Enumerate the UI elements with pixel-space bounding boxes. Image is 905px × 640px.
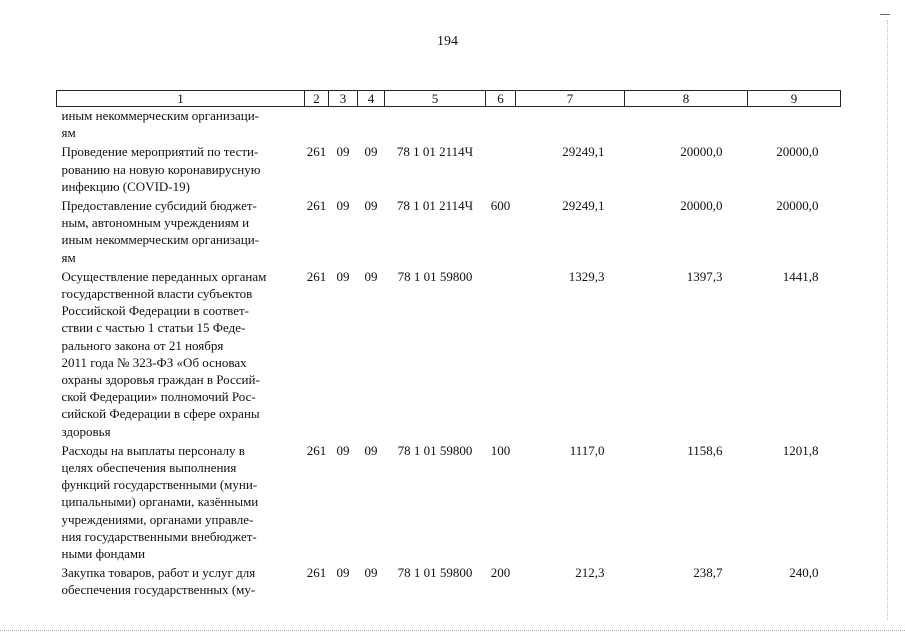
column-header: 5	[385, 91, 486, 107]
cell-value-8: 1158,6	[687, 442, 723, 458]
page-edge-right	[887, 20, 889, 620]
cell-expense-type	[486, 143, 516, 197]
column-header: 3	[329, 91, 358, 107]
cell-value-8: 20000,0	[680, 144, 723, 160]
cell-value-9	[748, 107, 841, 144]
column-header: 4	[358, 91, 385, 107]
cell-expense-type	[486, 268, 516, 442]
name-line: Расходы на выплаты персоналу в	[61, 442, 245, 458]
cell-target: 78 1 01 59800	[397, 565, 473, 581]
name-line: здоровья	[61, 423, 111, 439]
name-line: государственной власти субъектов	[61, 286, 253, 302]
cell-expense-type: 100	[490, 442, 511, 458]
table-header	[57, 91, 841, 107]
cell-subsection	[358, 107, 385, 144]
name-line: ния государственными внебюджет-	[61, 528, 257, 544]
cell-expense-type: 200	[490, 565, 511, 581]
row-name	[57, 442, 305, 564]
cell-code	[305, 107, 329, 144]
column-header: 7	[516, 91, 625, 107]
cell-section	[329, 107, 358, 144]
cell-value-9: 20000,0	[776, 144, 819, 160]
cell-value-7: 29249,1	[562, 198, 605, 214]
row-name	[57, 197, 305, 268]
cell-value-8	[625, 107, 748, 144]
name-line: 2011 года № 323-ФЗ «Об основах	[61, 354, 247, 370]
name-line: Предоставление субсидий бюджет-	[61, 198, 257, 214]
cell-expense-type: 600	[490, 198, 511, 214]
table-row	[57, 107, 841, 144]
column-header: 1	[57, 91, 305, 107]
cell-value-7	[516, 107, 625, 144]
cell-subsection: 09	[364, 144, 378, 160]
row-name	[57, 268, 305, 442]
cell-section: 09	[336, 565, 350, 581]
cell-value-7: 29249,1	[562, 144, 605, 160]
cell-target	[385, 107, 486, 144]
cell-code: 261	[306, 144, 327, 160]
cell-section: 09	[336, 198, 350, 214]
name-line: рального закона от 21 ноября	[61, 337, 224, 353]
name-line: Российской Федерации в соответ-	[61, 303, 249, 319]
name-line: целях обеспечения выполнения	[61, 460, 237, 476]
table-row	[57, 197, 841, 268]
cell-subsection: 09	[364, 565, 378, 581]
name-line: рованию на новую коронавирусную	[61, 161, 261, 177]
name-line: ям	[61, 249, 76, 265]
name-line: ям	[61, 125, 76, 141]
cell-subsection: 09	[364, 268, 378, 284]
cell-value-9: 1441,8	[782, 268, 819, 284]
cell-code: 261	[306, 565, 327, 581]
name-line: иным некоммерческим организаци-	[61, 108, 259, 123]
name-line: ным, автономным учреждениям и	[61, 215, 250, 231]
cell-value-8: 1397,3	[686, 268, 723, 284]
cell-target: 78 1 01 59800	[397, 442, 473, 458]
cell-target: 78 1 01 59800	[397, 268, 473, 284]
name-line: обеспечения государственных (му-	[61, 582, 256, 598]
name-line: функций государственными (муни-	[61, 477, 258, 493]
cell-target: 78 1 01 2114Ч	[396, 144, 474, 160]
name-line: учреждениями, органами управле-	[61, 511, 254, 527]
name-line: ными фондами	[61, 546, 146, 562]
name-line: ствии с частью 1 статьи 15 Феде-	[61, 320, 246, 336]
cell-value-7: 1117,0	[569, 442, 605, 458]
name-line: Закупка товаров, работ и услуг для	[61, 565, 256, 581]
cell-code: 261	[306, 442, 327, 458]
cell-value-9: 20000,0	[776, 198, 819, 214]
cell-value-8: 238,7	[693, 565, 723, 581]
table-row	[57, 268, 841, 442]
cell-value-7: 1329,3	[568, 268, 605, 284]
cell-target: 78 1 01 2114Ч	[396, 198, 474, 214]
page-edge-bottom	[0, 630, 905, 632]
cell-subsection: 09	[364, 198, 378, 214]
column-header: 6	[486, 91, 516, 107]
cell-code: 261	[306, 198, 327, 214]
cell-value-7: 212,3	[575, 565, 605, 581]
cell-expense-type	[486, 107, 516, 144]
name-line: ципальными) органами, казёнными	[61, 494, 259, 510]
table-row	[57, 442, 841, 564]
table-row	[57, 564, 841, 600]
cell-section: 09	[336, 268, 350, 284]
cell-code: 261	[306, 268, 327, 284]
column-header: 8	[625, 91, 748, 107]
name-line: Проведение мероприятий по тести-	[61, 144, 259, 160]
page-number-text: 194	[437, 34, 458, 49]
cell-value-8: 20000,0	[680, 198, 723, 214]
table-row	[57, 143, 841, 197]
name-line: сийской Федерации в сфере охраны	[61, 406, 260, 422]
name-line: иным некоммерческим организаци-	[61, 232, 259, 248]
name-line: Осуществление переданных органам	[61, 268, 267, 284]
cell-section: 09	[336, 144, 350, 160]
column-header: 9	[748, 91, 841, 107]
budget-table	[56, 90, 841, 601]
cell-subsection: 09	[364, 442, 378, 458]
row-name	[57, 143, 305, 197]
row-name	[57, 107, 305, 144]
cell-section: 09	[336, 442, 350, 458]
cell-value-9: 1201,8	[782, 442, 819, 458]
cell-value-9: 240,0	[789, 565, 819, 581]
name-line: ской Федерации» полномочий Рос-	[61, 389, 256, 405]
row-name	[57, 564, 305, 600]
name-line: инфекцию (COVID-19)	[61, 178, 190, 194]
column-header: 2	[305, 91, 329, 107]
name-line: охраны здоровья граждан в Россий-	[61, 372, 260, 388]
